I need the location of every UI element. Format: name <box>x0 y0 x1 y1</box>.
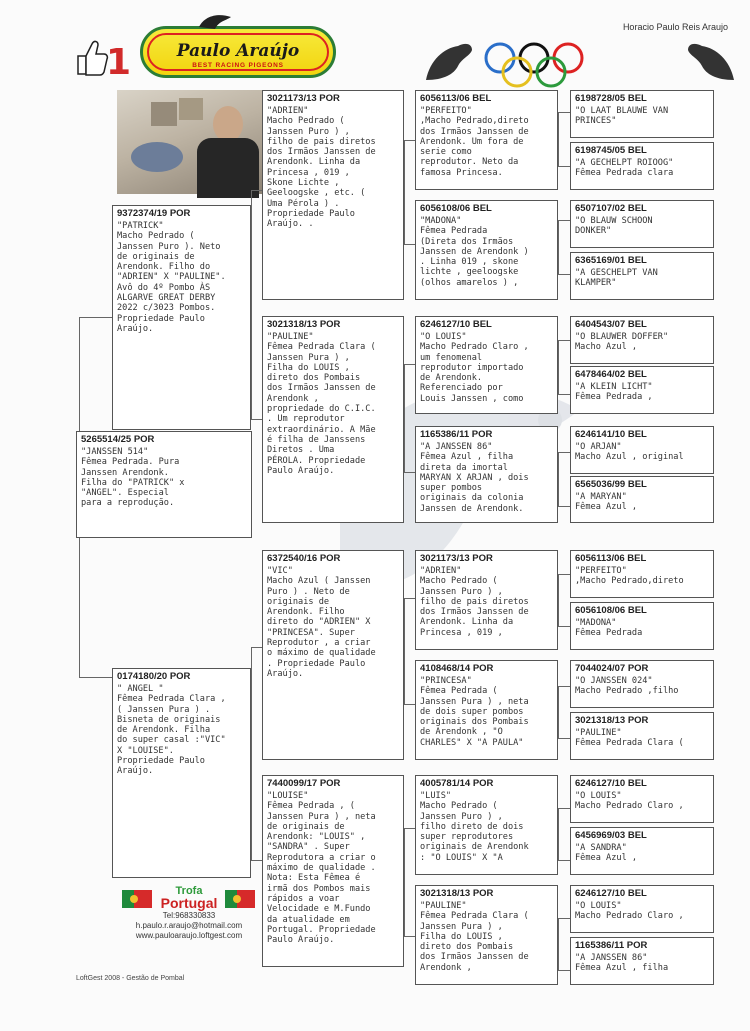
pigeon-description: "MADONA" Fêmea Pedrada <box>575 618 643 639</box>
pedigree-ggg-4 <box>570 252 714 300</box>
ring-number: 6365169/01 BEL <box>575 255 647 266</box>
pigeon-description: "A MARYAN" Fêmea Azul , <box>575 492 638 513</box>
pedigree-ggg-5 <box>570 316 714 364</box>
breeder-name: Horacio Paulo Reis Araujo <box>622 22 728 32</box>
pigeon-description: "PATRICK" Macho Pedrado ( Janssen Puro ). Neto de originais de Arendonk. Filho do "ADRIEN" X "PAULINE". Avô do 4º Pombo ÀS ALGARVE GREAT DERBY 2022 c/3023 Pombos. Propriedade Paulo Araújo. <box>117 221 226 334</box>
pedigree-great-grandparent-5 <box>415 550 558 650</box>
pigeon-description: "VIC" Macho Azul ( Janssen Puro ) . Neto de originais de Arendonk. Filho direto do "ADRIEN" X "PRINCESA". Super Reprodutor , a criar o máximo de qualidade . Propriedade Paulo Araújo. <box>267 566 376 679</box>
ring-number: 6198728/05 BEL <box>575 93 647 104</box>
pedigree-great-grandparent-7 <box>415 775 558 875</box>
pigeon-description: " ANGEL " Fêmea Pedrada Clara , ( Janssen Pura ) . Bisneta de originais de Arendonk. Filha do super casal :"VIC" X "LOUISE". Propriedade Paulo Araújo. <box>117 684 226 777</box>
pigeon-description: "ADRIEN" Macho Pedrado ( Janssen Puro ) , filho de pais diretos dos Irmãos Janssen de Arendonk. Linha da Princesa , 019 , <box>420 566 529 638</box>
pedigree-ggg-7 <box>570 426 714 474</box>
pedigree-great-grandparent-4 <box>415 426 558 523</box>
ring-number: 6246127/10 BEL <box>575 888 647 899</box>
contact-email: h.paulo.r.araujo@hotmail.com <box>135 921 243 930</box>
contact-phone: Tel:968330833 <box>162 911 216 920</box>
svg-text:1: 1 <box>106 42 132 83</box>
owner-photo <box>117 90 265 194</box>
ring-number: 6456969/03 BEL <box>575 830 647 841</box>
pedigree-grandsire-paternal <box>262 90 404 300</box>
pigeons-olympic-rings-icon <box>422 36 738 84</box>
contact-website: www.pauloaraujo.loftgest.com <box>135 931 243 940</box>
pedigree-grandsire-maternal <box>262 550 404 760</box>
ring-number: 6056113/06 BEL <box>575 553 647 564</box>
logo-subtitle: BEST RACING PIGEONS <box>192 62 284 69</box>
pigeon-description: "PAULINE" Fêmea Pedrada Clara ( <box>575 728 684 749</box>
ring-number: 9372374/19 POR <box>117 208 191 219</box>
brand-logo <box>140 26 336 78</box>
contact-country: Portugal <box>160 895 218 911</box>
pigeon-description: "A JANSSEN 86" Fêmea Azul , filha <box>575 953 669 974</box>
pedigree-great-grandparent-3 <box>415 316 558 414</box>
pigeon-description: "O BLAUWER DOFFER" Macho Azul , <box>575 332 669 353</box>
logo-title: Paulo Araújo <box>176 41 300 61</box>
ring-number: 0174180/20 POR <box>117 671 191 682</box>
pedigree-ggg-2 <box>570 142 714 190</box>
ring-number: 6404543/07 BEL <box>575 319 647 330</box>
ring-number: 6565036/99 BEL <box>575 479 647 490</box>
pigeon-description: "PRINCESA" Fêmea Pedrada ( Janssen Pura ) , neta de dois super pombos originais dos Pombais de Arendonk , "O CHARLES" X "A PAULA" <box>420 676 529 748</box>
ring-number: 3021318/13 POR <box>575 715 649 726</box>
ring-number: 6246127/10 BEL <box>420 319 492 330</box>
ring-number: 5265514/25 POR <box>81 434 155 445</box>
pedigree-ggg-14 <box>570 827 714 875</box>
ring-number: 4108468/14 POR <box>420 663 494 674</box>
pigeon-description: "ADRIEN" Macho Pedrado ( Janssen Puro ) , filho de pais diretos dos Irmãos Janssen de Arendonk. Linha da Princesa , 019 , Skone Lichte , Geeloogske , etc. ( Uma Pérola ) . Propriedade Paulo Araújo. . <box>267 106 376 230</box>
pedigree-ggg-8 <box>570 476 714 523</box>
ring-number: 6246141/10 BEL <box>575 429 647 440</box>
pigeon-description: "PERFEITO" ,Macho Pedrado,direto <box>575 566 684 587</box>
pedigree-subject <box>76 431 252 538</box>
contact-city: Trofa <box>175 885 203 897</box>
pigeon-description: "JANSSEN 514" Fêmea Pedrada. Pura Janssen Arendonk. Filha do "PATRICK" x "ANGEL". Especial para a reprodução. <box>81 447 185 509</box>
ring-number: 4005781/14 POR <box>420 778 494 789</box>
footer-text: LoftGest 2008 - Gestão de Pombal <box>76 975 185 982</box>
pedigree-sire <box>112 205 251 430</box>
pigeon-description: "O LAAT BLAUWE VAN PRINCES" <box>575 106 669 127</box>
ring-number: 1165386/11 POR <box>420 429 493 440</box>
thumbs-up-number-one-icon <box>74 34 132 83</box>
pigeon-logo-icon <box>195 7 235 31</box>
ring-number: 3021318/13 POR <box>420 888 494 899</box>
pigeon-description: "A KLEIN LICHT" Fêmea Pedrada , <box>575 382 653 403</box>
pigeon-description: "PAULINE" Fêmea Pedrada Clara ( Janssen Pura ) , Filha do LOUIS , direto dos Pombais dos Irmãos Janssen de Arendonk , <box>420 901 529 973</box>
pigeon-description: "PAULINE" Fêmea Pedrada Clara ( Janssen Pura ) , Filha do LOUIS , direto dos Pombais dos Irmãos Janssen de Arendonk , propriedade do C.I.C. . Um reprodutor extraordinário. A Mãe é filha de Janssens Diretos . Uma PÉROLA. Propriedade Paulo Araújo. <box>267 332 376 476</box>
pedigree-ggg-15 <box>570 885 714 933</box>
pedigree-ggg-6 <box>570 366 714 414</box>
pedigree-ggg-3 <box>570 200 714 248</box>
ring-number: 3021173/13 POR <box>420 553 493 564</box>
pigeon-description: "O JANSSEN 024" Macho Pedrado ,filho <box>575 676 679 697</box>
ring-number: 6056108/06 BEL <box>575 605 647 616</box>
pedigree-ggg-12 <box>570 712 714 760</box>
pigeon-description: "PERFEITO" ,Macho Pedrado,direto dos Irmãos Janssen de Arendonk. Um fora de serie como reprodutor. Neto da famosa Princesa. <box>420 106 529 178</box>
pedigree-ggg-10 <box>570 602 714 650</box>
pedigree-ggg-11 <box>570 660 714 708</box>
ring-number: 6372540/16 POR <box>267 553 341 564</box>
ring-number: 6056113/06 BEL <box>420 93 492 104</box>
ring-number: 6478464/02 BEL <box>575 369 647 380</box>
pedigree-great-grandparent-8 <box>415 885 558 985</box>
pedigree-granddam-paternal <box>262 316 404 523</box>
ring-number: 6198745/05 BEL <box>575 145 647 156</box>
ring-number: 1165386/11 POR <box>575 940 648 951</box>
pigeon-description: "O ARJAN" Macho Azul , original <box>575 442 684 463</box>
contact-block <box>116 885 262 941</box>
pigeon-description: "A SANDRA" Fêmea Azul , <box>575 843 638 864</box>
pigeon-description: "O LOUIS" Macho Pedrado Claro , <box>575 791 684 812</box>
pedigree-great-grandparent-1 <box>415 90 558 190</box>
pigeon-description: "O BLAUW SCHOON DONKER" <box>575 216 653 237</box>
pigeon-description: "O LOUIS" Macho Pedrado Claro , um fenomenal reprodutor importado de Arendonk. Referenciado por Louis Janssen , como <box>420 332 529 404</box>
ring-number: 7440099/17 POR <box>267 778 341 789</box>
pedigree-granddam-maternal <box>262 775 404 967</box>
pigeon-description: "A JANSSEN 86" Fêmea Azul , filha direta da imortal MARYAN X ARJAN , dois super pombos originais da colonia Janssen de Arendonk. <box>420 442 529 514</box>
ring-number: 6056108/06 BEL <box>420 203 492 214</box>
ring-number: 3021173/13 POR <box>267 93 340 104</box>
ring-number: 6246127/10 BEL <box>575 778 647 789</box>
pigeon-description: "O LOUIS" Macho Pedrado Claro , <box>575 901 684 922</box>
pedigree-great-grandparent-2 <box>415 200 558 300</box>
pedigree-ggg-1 <box>570 90 714 138</box>
pigeon-description: "LUIS" Macho Pedrado ( Janssen Puro ) , filho direto de dois super reprodutores originais de Arendonk : "O LOUIS" X "A <box>420 791 529 863</box>
pedigree-ggg-13 <box>570 775 714 823</box>
pigeon-description: "LOUISE" Fêmea Pedrada , ( Janssen Pura ) , neta de originais de Arendonk: "LOUIS" , "SANDRA" . Super Reprodutora a criar o máximo de qualidade . Nota: Esta Fêmea é irmã dos Pombos mais rápidos a voar Velocidade e M.Fundo da atualidade em Portugal. Propriedade Paulo Araújo. <box>267 791 376 946</box>
ring-number: 3021318/13 POR <box>267 319 341 330</box>
pedigree-ggg-16 <box>570 937 714 985</box>
pedigree-great-grandparent-6 <box>415 660 558 760</box>
ring-number: 7044024/07 POR <box>575 663 649 674</box>
pigeon-description: "A GECHELPT ROIOOG" Fêmea Pedrada clara <box>575 158 674 179</box>
pedigree-ggg-9 <box>570 550 714 598</box>
pigeon-description: "A GESCHELPT VAN KLAMPER" <box>575 268 658 289</box>
pedigree-dam <box>112 668 251 878</box>
pigeon-description: "MADONA" Fêmea Pedrada (Direta dos Irmãos Janssen de Arendonk ) . Linha 019 , skone lichte , geeloogske (olhos amarelos ) , <box>420 216 529 288</box>
ring-number: 6507107/02 BEL <box>575 203 647 214</box>
